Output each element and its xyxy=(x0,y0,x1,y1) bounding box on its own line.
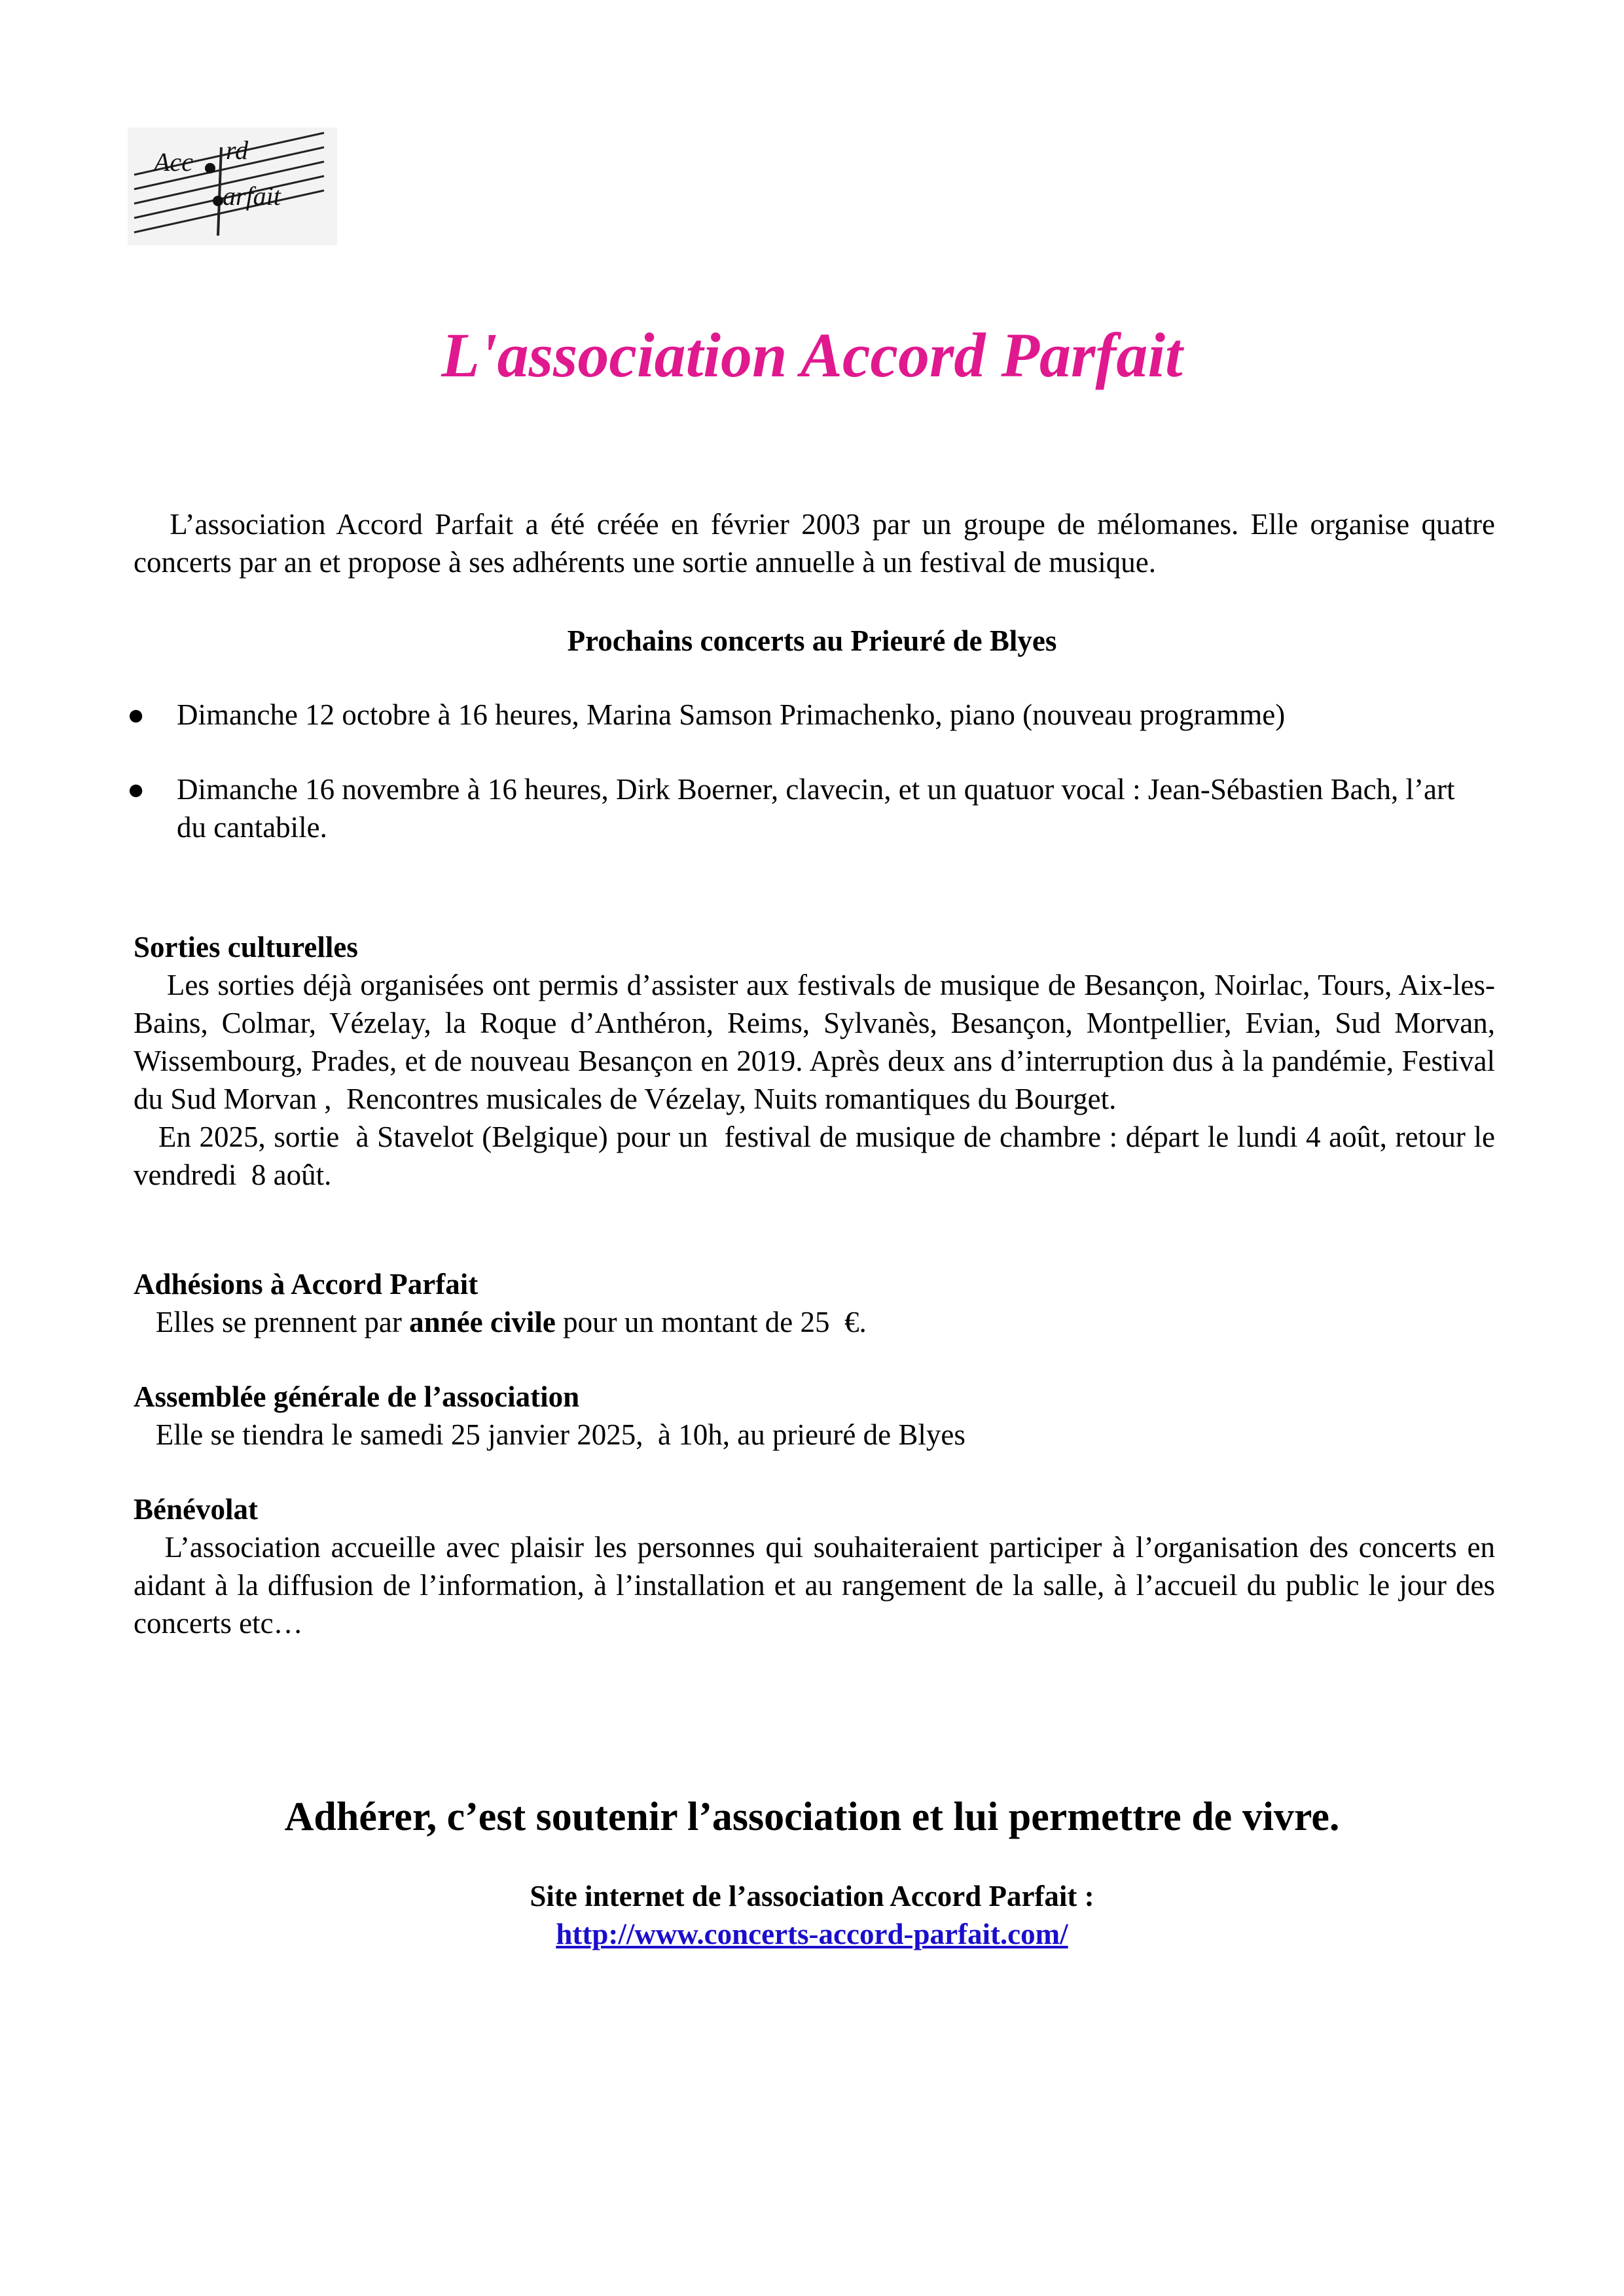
benevolat-section xyxy=(134,1490,1503,1642)
svg-text:arfait: arfait xyxy=(223,181,281,211)
concert-text: Dimanche 16 novembre à 16 heures, Dirk Boerner, clavecin, et un quatuor vocal : Jean-Sébastien Bach, l’art du cantabile. xyxy=(177,773,1455,844)
sorties-heading: Sorties culturelles xyxy=(134,931,358,963)
adhesions-text-before: Elles se prennent par xyxy=(134,1306,410,1338)
bullet-icon: ● xyxy=(127,698,145,731)
site-link[interactable]: http://www.concerts-accord-parfait.com/ xyxy=(556,1918,1068,1950)
bullet-icon: ● xyxy=(127,773,145,806)
concert-text: Dimanche 12 octobre à 16 heures, Marina Samson Primachenko, piano (nouveau programme) xyxy=(177,698,1286,731)
benevolat-heading: Bénévolat xyxy=(134,1493,258,1526)
assemblee-text: Elle se tiendra le samedi 25 janvier 2025, à 10h, au prieuré de Blyes xyxy=(134,1418,965,1451)
assemblee-section xyxy=(134,1378,1495,1454)
sorties-section xyxy=(134,928,1503,1194)
intro-text: L’association Accord Parfait a été créée en février 2003 par un groupe de mélomanes. Elle organise quatre concerts par an et propose à ses adhérents une sortie annuelle à un festival de musique. xyxy=(134,508,1503,579)
concert-list-item xyxy=(127,696,1479,734)
site-label: Site internet de l’association Accord Parfait : xyxy=(530,1880,1094,1912)
sorties-paragraph-1: Les sorties déjà organisées ont permis d’assister aux festivals de musique de Besançon, Noirlac, Tours, Aix-les-Bains, Colmar, Vézelay, la Roque d’Anthéron, Reims, Sylvanès, Besançon, Montpellier, Evian, Sud Morvan, Wissembourg, Prades, et de nouveau Besançon en 2019. Après deux ans d’interruption dus à la pandémie, Festival du Sud Morvan , Rencontres musicales de Vézelay, Nuits romantiques du Bourget. xyxy=(134,969,1503,1115)
accord-parfait-logo xyxy=(128,128,337,245)
svg-text:rd: rd xyxy=(226,135,249,165)
adhesions-text-after: pour un montant de 25 €. xyxy=(555,1306,867,1338)
benevolat-text: L’association accueille avec plaisir les personnes qui souhaiteraient participer à l’organisation des concerts en aidant à la diffusion de l’information, à l’installation et au rangement de la salle, à l’accueil du public le jour des concerts etc… xyxy=(134,1531,1503,1640)
adhesions-section xyxy=(134,1265,1495,1341)
adhesions-heading: Adhésions à Accord Parfait xyxy=(134,1268,478,1300)
adhesions-text-bold: année civile xyxy=(409,1306,556,1338)
site-link-container xyxy=(0,1915,1624,1953)
concert-list-item xyxy=(127,770,1479,846)
assemblee-heading: Assemblée générale de l’association xyxy=(134,1380,580,1413)
upcoming-concerts-heading: Prochains concerts au Prieuré de Blyes xyxy=(567,624,1057,657)
sorties-paragraph-2: En 2025, sortie à Stavelot (Belgique) pour un festival de musique de chambre : départ le lundi 4 août, retour le vendredi 8 août. xyxy=(134,1121,1503,1191)
adhesions-text xyxy=(134,1303,1495,1341)
intro-paragraph xyxy=(134,505,1503,581)
page-title: L'association Accord Parfait xyxy=(441,320,1183,390)
svg-text:Acc: Acc xyxy=(154,147,193,177)
slogan: Adhérer, c’est soutenir l’association et lui permettre de vivre. xyxy=(284,1795,1340,1839)
